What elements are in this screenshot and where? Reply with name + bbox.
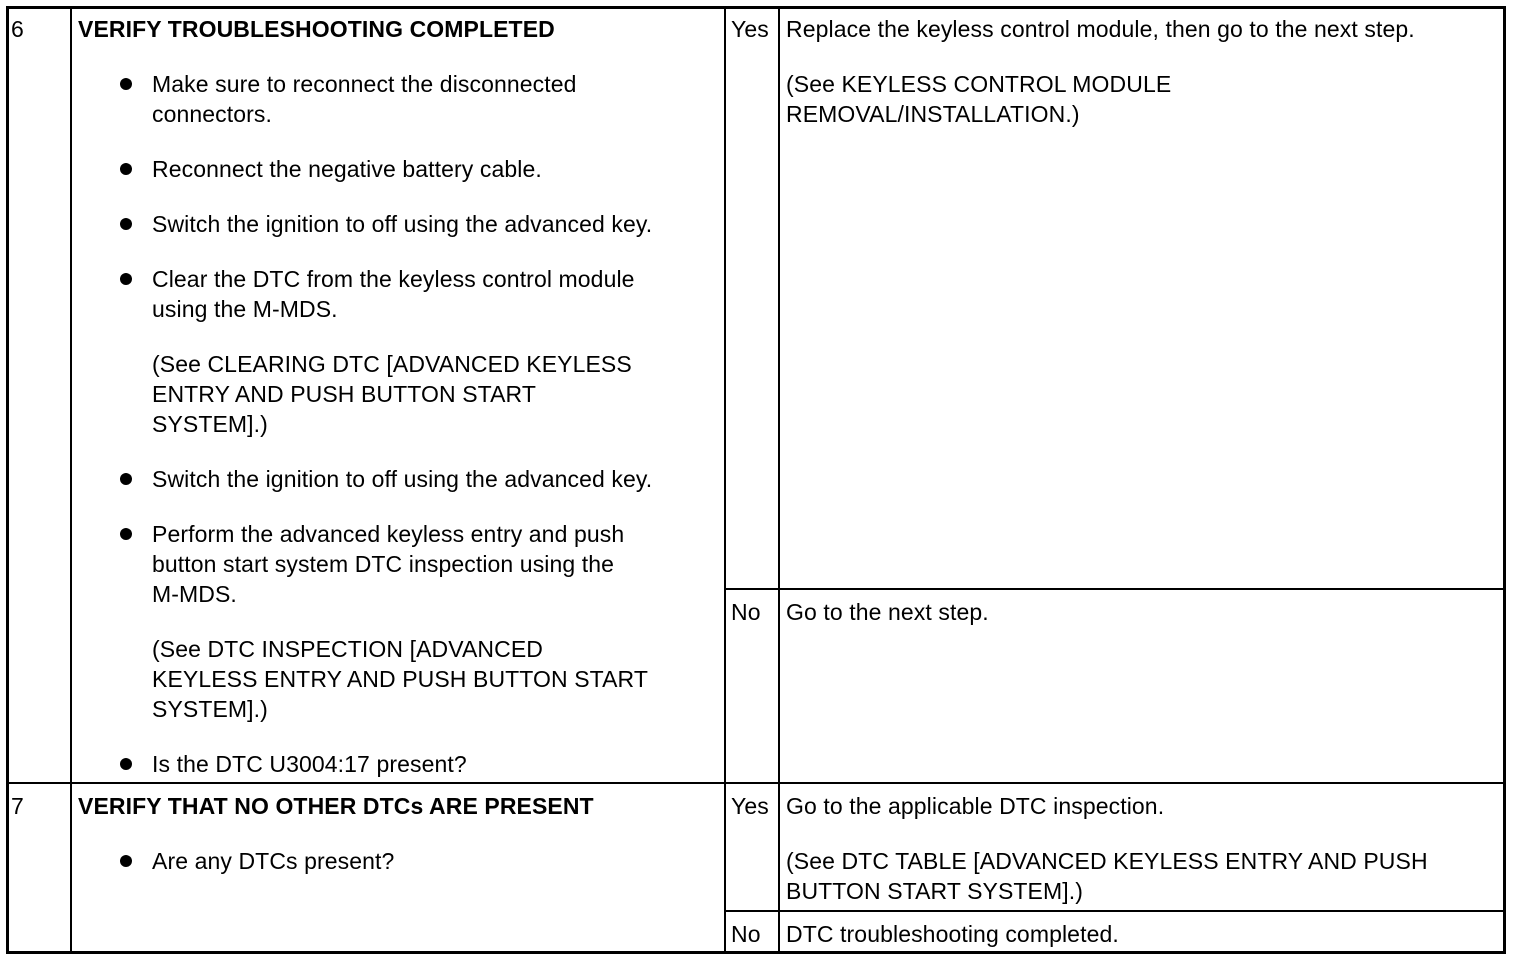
bullet-icon — [120, 855, 132, 867]
reference-text: (See CLEARING DTC [ADVANCED KEYLESS — [152, 351, 632, 377]
reference-text: KEYLESS ENTRY AND PUSH BUTTON START — [152, 666, 649, 692]
answer-no: No — [731, 921, 761, 947]
result-text: Go to the applicable DTC inspection. — [786, 793, 1165, 819]
bullet-icon — [120, 758, 132, 770]
action-text: Make sure to reconnect the disconnected — [152, 71, 577, 97]
action-text: Reconnect the negative battery cable. — [152, 156, 542, 182]
step-title: VERIFY TROUBLESHOOTING COMPLETED — [78, 16, 555, 42]
action-text: M-MDS. — [152, 581, 237, 607]
reference-text: REMOVAL/INSTALLATION.) — [786, 101, 1080, 127]
reference-text: (See DTC TABLE [ADVANCED KEYLESS ENTRY AND PUSH — [786, 848, 1428, 874]
reference-text: SYSTEM].) — [152, 696, 268, 722]
result-text: Go to the next step. — [786, 599, 989, 625]
result-text: DTC troubleshooting completed. — [786, 921, 1119, 947]
row-divider-step6-step7 — [6, 782, 1506, 784]
column-divider-action — [724, 6, 726, 954]
action-text: Perform the advanced keyless entry and push — [152, 521, 625, 547]
result-text: Replace the keyless control module, then go to the next step. — [786, 16, 1415, 42]
action-text: Clear the DTC from the keyless control module — [152, 266, 635, 292]
reference-text: BUTTON START SYSTEM].) — [786, 878, 1083, 904]
action-question: Is the DTC U3004:17 present? — [152, 751, 467, 777]
answer-yes: Yes — [731, 16, 769, 42]
bullet-icon — [120, 528, 132, 540]
step-number: 6 — [11, 16, 24, 42]
action-text: using the M-MDS. — [152, 296, 338, 322]
reference-text: (See KEYLESS CONTROL MODULE — [786, 71, 1172, 97]
action-text: button start system DTC inspection using the — [152, 551, 615, 577]
bullet-icon — [120, 273, 132, 285]
reference-text: (See DTC INSPECTION [ADVANCED — [152, 636, 543, 662]
reference-text: ENTRY AND PUSH BUTTON START — [152, 381, 536, 407]
bullet-icon — [120, 163, 132, 175]
bullet-icon — [120, 218, 132, 230]
row-divider-step6-yes-no — [724, 588, 1506, 590]
answer-yes: Yes — [731, 793, 769, 819]
row-divider-step7-yes-no — [724, 910, 1506, 912]
action-text: Switch the ignition to off using the advanced key. — [152, 466, 653, 492]
answer-no: No — [731, 599, 761, 625]
step-number: 7 — [11, 793, 24, 819]
step-title: VERIFY THAT NO OTHER DTCs ARE PRESENT — [78, 793, 594, 819]
column-divider-answer — [778, 6, 780, 954]
bullet-icon — [120, 473, 132, 485]
action-question: Are any DTCs present? — [152, 848, 395, 874]
column-divider-step — [70, 6, 72, 954]
bullet-icon — [120, 78, 132, 90]
reference-text: SYSTEM].) — [152, 411, 268, 437]
action-text: Switch the ignition to off using the advanced key. — [152, 211, 653, 237]
action-text: connectors. — [152, 101, 272, 127]
